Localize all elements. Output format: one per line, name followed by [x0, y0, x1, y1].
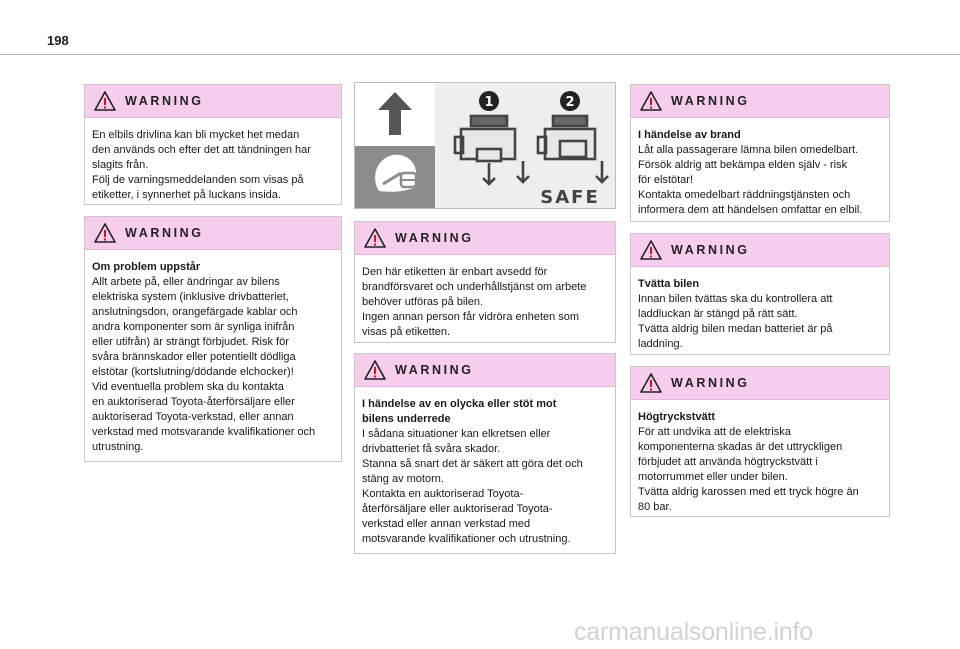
warning-text-line: behöver utföras på bilen.: [362, 296, 484, 308]
warning-text-line: auktoriserad Toyota-verkstad, eller annan: [92, 411, 294, 423]
warning-text-line: Stanna så snart det är säkert att göra det och: [362, 458, 583, 470]
warning-header: [631, 234, 889, 267]
warning-body: [631, 118, 889, 228]
safe-label: SAFE: [540, 187, 600, 208]
warning-heading-line: bilens underrede: [362, 413, 451, 425]
warning-title: WARNING: [125, 226, 204, 240]
warning-header: [631, 85, 889, 118]
warning-heading-line: I händelse av brand: [638, 129, 741, 141]
warning-text-line: den används och efter det att tändningen har: [92, 144, 311, 156]
warning-text-line: Tvätta aldrig karossen med ett tryck högre än: [638, 486, 859, 498]
warning-text-line: informera dem att händelsen omfattar en elbil.: [638, 204, 863, 216]
step-2-badge: [560, 91, 580, 111]
warning-title: WARNING: [671, 376, 750, 390]
header-divider: [0, 54, 960, 55]
warning-text-line: utrustning.: [92, 441, 144, 453]
warning-header: [85, 85, 341, 118]
warning-text-line: Tvätta aldrig bilen medan batteriet är på: [638, 323, 833, 335]
step-1-badge: [479, 91, 499, 111]
warning-text-line: Kontakta en auktoriserad Toyota-: [362, 488, 524, 500]
warning-body: [631, 267, 889, 362]
warning-triangle-icon: [94, 91, 116, 111]
warning-triangle-icon: [640, 240, 662, 260]
warning-text-line: Allt arbete på, eller ändringar av bilens: [92, 276, 280, 288]
warning-triangle-icon: [640, 91, 662, 111]
warning-box-problems: [84, 216, 342, 462]
warning-text-line: drivbatteriet få svåra skador.: [362, 443, 501, 455]
warning-header: [355, 222, 615, 255]
warning-text-line: anslutningsdon, orangefärgade kablar och: [92, 306, 298, 318]
warning-text-line: 80 bar.: [638, 501, 672, 513]
warning-text-line: verkstad med motsvarande kvalifikationer och: [92, 426, 316, 438]
warning-body: [355, 255, 615, 350]
warning-text-line: en auktoriserad Toyota-återförsäljare eller: [92, 396, 295, 408]
warning-text-line: Den här etiketten är enbart avsedd för: [362, 266, 548, 278]
warning-text-line: elstötar (kortslutning/dödande elchocker)!: [92, 366, 294, 378]
warning-text-line: stäng av motorn.: [362, 473, 444, 485]
safety-label-illustration: [354, 82, 616, 209]
warning-text-line: I sådana situationer kan elkretsen eller: [362, 428, 551, 440]
warning-text-line: Vid eventuella problem ska du kontakta: [92, 381, 284, 393]
warning-text-line: förbjudet att använda högtryckstvätt i: [638, 456, 818, 468]
warning-text-line: Ingen annan person får vidröra enheten som: [362, 311, 580, 323]
warning-text-line: andra komponenter som är synliga inifrån: [92, 321, 295, 333]
warning-triangle-icon: [640, 373, 662, 393]
warning-text-line: komponenterna skadas är det uttryckligen: [638, 441, 843, 453]
warning-body: [85, 118, 341, 213]
warning-text-line: för elstötar!: [638, 174, 694, 186]
warning-box-powertrain-heat: [84, 84, 342, 205]
warning-text-line: eller utifrån) är strängt förbjudet. Risk för: [92, 336, 289, 348]
step-1-label: 1: [484, 95, 494, 110]
warning-text-line: laddning.: [638, 338, 683, 350]
warning-text-line: brandförsvaret och underhållstjänst om arbete: [362, 281, 587, 293]
warning-text-line: verkstad eller annan verkstad med: [362, 518, 531, 530]
warning-title: WARNING: [671, 243, 750, 257]
warning-title: WARNING: [395, 231, 474, 245]
warning-title: WARNING: [395, 363, 474, 377]
warning-box-collision: [354, 353, 616, 554]
warning-header: [355, 354, 615, 387]
warning-text-line: För att undvika att de elektriska: [638, 426, 791, 438]
warning-box-fire: [630, 84, 890, 222]
warning-text-line: En elbils drivlina kan bli mycket het medan: [92, 129, 300, 141]
warning-box-pressure-wash: [630, 366, 890, 517]
warning-heading-line: Om problem uppstår: [92, 261, 201, 273]
warning-text-line: motsvarande kvalifikationer och utrustning.: [362, 533, 571, 545]
warning-text-line: etiketter, i synnerhet på luckans insida.: [92, 189, 281, 201]
warning-box-car-wash: [630, 233, 890, 355]
warning-text-line: Kontakta omedelbart räddningstjänsten och: [638, 189, 851, 201]
warning-text-line: motorrummet eller under bilen.: [638, 471, 788, 483]
warning-text-line: visas på etiketten.: [362, 326, 451, 338]
warning-heading-line: Tvätta bilen: [638, 278, 700, 290]
warning-text-line: återförsäljare eller auktoriserad Toyota-: [362, 503, 553, 515]
warning-heading-line: I händelse av en olycka eller stöt mot: [362, 398, 557, 410]
page-number: 198: [47, 33, 69, 48]
warning-triangle-icon: [364, 228, 386, 248]
warning-text-line: laddluckan är stängd på rätt sätt.: [638, 308, 798, 320]
warning-title: WARNING: [125, 94, 204, 108]
warning-text-line: svåra brännskador eller potentiellt dödliga: [92, 351, 296, 363]
warning-text-line: Låt alla passagerare lämna bilen omedelbart.: [638, 144, 859, 156]
warning-text-line: elektriska system (inklusive drivbatteriet,: [92, 291, 289, 303]
watermark: carmanualsonline.info: [574, 618, 814, 646]
warning-text-line: Försök aldrig att bekämpa elden själv - risk: [638, 159, 848, 171]
warning-text-line: Följ de varningsmeddelanden som visas på: [92, 174, 304, 186]
warning-header: [631, 367, 889, 400]
warning-triangle-icon: [364, 360, 386, 380]
warning-title: WARNING: [671, 94, 750, 108]
warning-body: [631, 400, 889, 525]
warning-box-label-usage: [354, 221, 616, 343]
step-2-label: 2: [565, 95, 575, 110]
warning-header: [85, 217, 341, 250]
safety-label-graphic: [355, 83, 616, 209]
warning-heading-line: Högtryckstvätt: [638, 411, 716, 423]
warning-body: [355, 387, 615, 557]
warning-text-line: Innan bilen tvättas ska du kontrollera att: [638, 293, 833, 305]
warning-triangle-icon: [94, 223, 116, 243]
warning-text-line: slagits från.: [92, 159, 149, 171]
warning-body: [85, 250, 341, 465]
